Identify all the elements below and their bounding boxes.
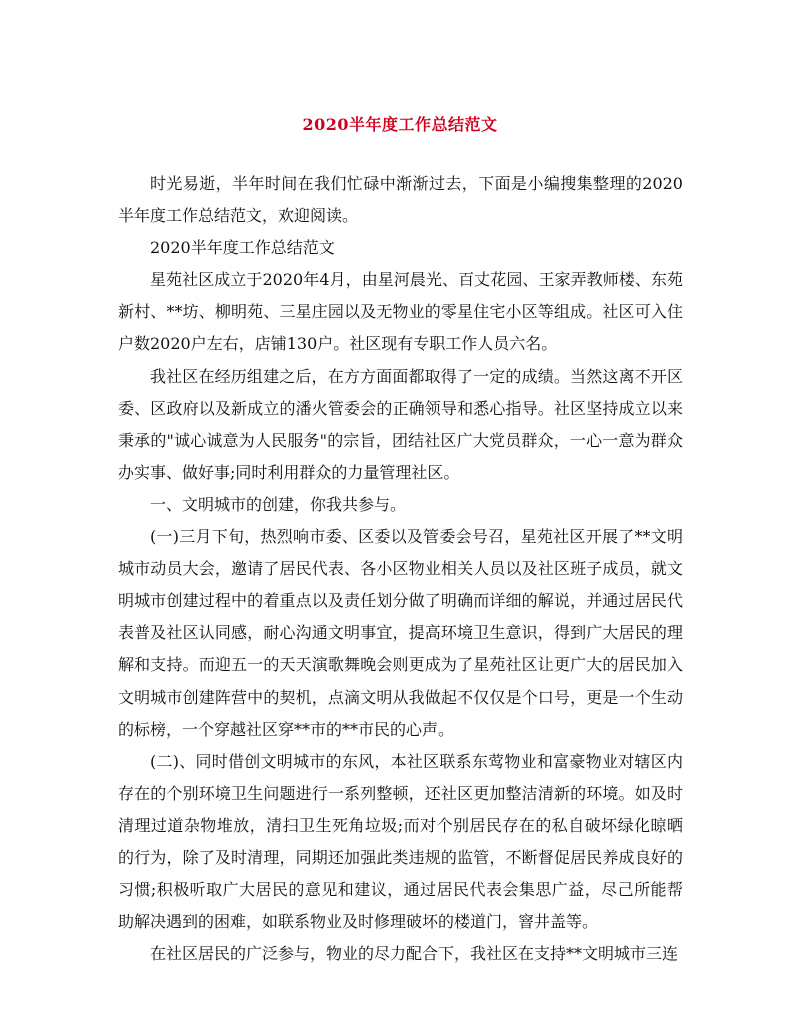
paragraph-intro: 时光易逝，半年时间在我们忙碌中渐渐过去，下面是小编搜集整理的2020半年度工作总结范文，欢迎阅读。 bbox=[118, 174, 683, 226]
document-title: 2020半年度工作总结范文 bbox=[302, 115, 498, 134]
paragraph-subtitle: 2020半年度工作总结范文 bbox=[150, 238, 335, 258]
document-body bbox=[118, 168, 683, 970]
paragraph-community-overview: 星苑社区成立于2020年4月，由星河晨光、百丈花园、王家弄教师楼、东苑新村、**坊、柳明苑、三星庄园以及无物业的零星住宅小区等组成。社区可入住户数2020户左右，店铺130户。社区现有专职工作人员六名。 bbox=[118, 270, 683, 354]
paragraph-item-2: (二)、同时借创文明城市的东风，本社区联系东莺物业和富豪物业对辖区内存在的个别环境卫生问题进行一系列整顿，还社区更加整洁清新的环境。如及时清理过道杂物堆放，清扫卫生死角垃圾;而对个别居民存在的私自破坏绿化晾晒的行为，除了及时清理，同期还加强此类违规的监管，不断督促居民养成良好的习惯;积极听取广大居民的意见和建议，通过居民代表会集思广益，尽己所能帮助解决遇到的困难，如联系物业及时修理破坏的楼道门，窨井盖等。 bbox=[118, 751, 683, 932]
paragraph-achievements: 我社区在经历组建之后，在方方面面都取得了一定的成绩。当然这离不开区委、区政府以及新成立的潘火管委会的正确领导和悉心指导。社区坚持成立以来秉承的"诚心诚意为人民服务"的宗旨，团结社区广大党员群众，一心一意为群众办实事、做好事;同时利用群众的力量管理社区。 bbox=[118, 366, 683, 482]
section-heading-civilized-city: 一、文明城市的创建，你我共参与。 bbox=[150, 494, 407, 514]
paragraph-closing: 在社区居民的广泛参与，物业的尽力配合下，我社区在支持**文明城市三连 bbox=[150, 944, 679, 964]
paragraph-item-1: (一)三月下旬，热烈响市委、区委以及管委会号召，星苑社区开展了**文明城市动员大会，邀请了居民代表、各小区物业相关人员以及社区班子成员，就文明城市创建过程中的着重点以及责任划分做了明确而详细的解说，并通过居民代表普及社区认同感，耐心沟通文明事宜，提高环境卫生意识，得到广大居民的理解和支持。而迎五一的天天演歌舞晚会则更成为了星苑社区让更广大的居民加入文明城市创建阵营中的契机，点滴文明从我做起不仅仅是个口号，更是一个生动的标榜，一个穿越社区穿**市的**市民的心声。 bbox=[118, 527, 683, 739]
